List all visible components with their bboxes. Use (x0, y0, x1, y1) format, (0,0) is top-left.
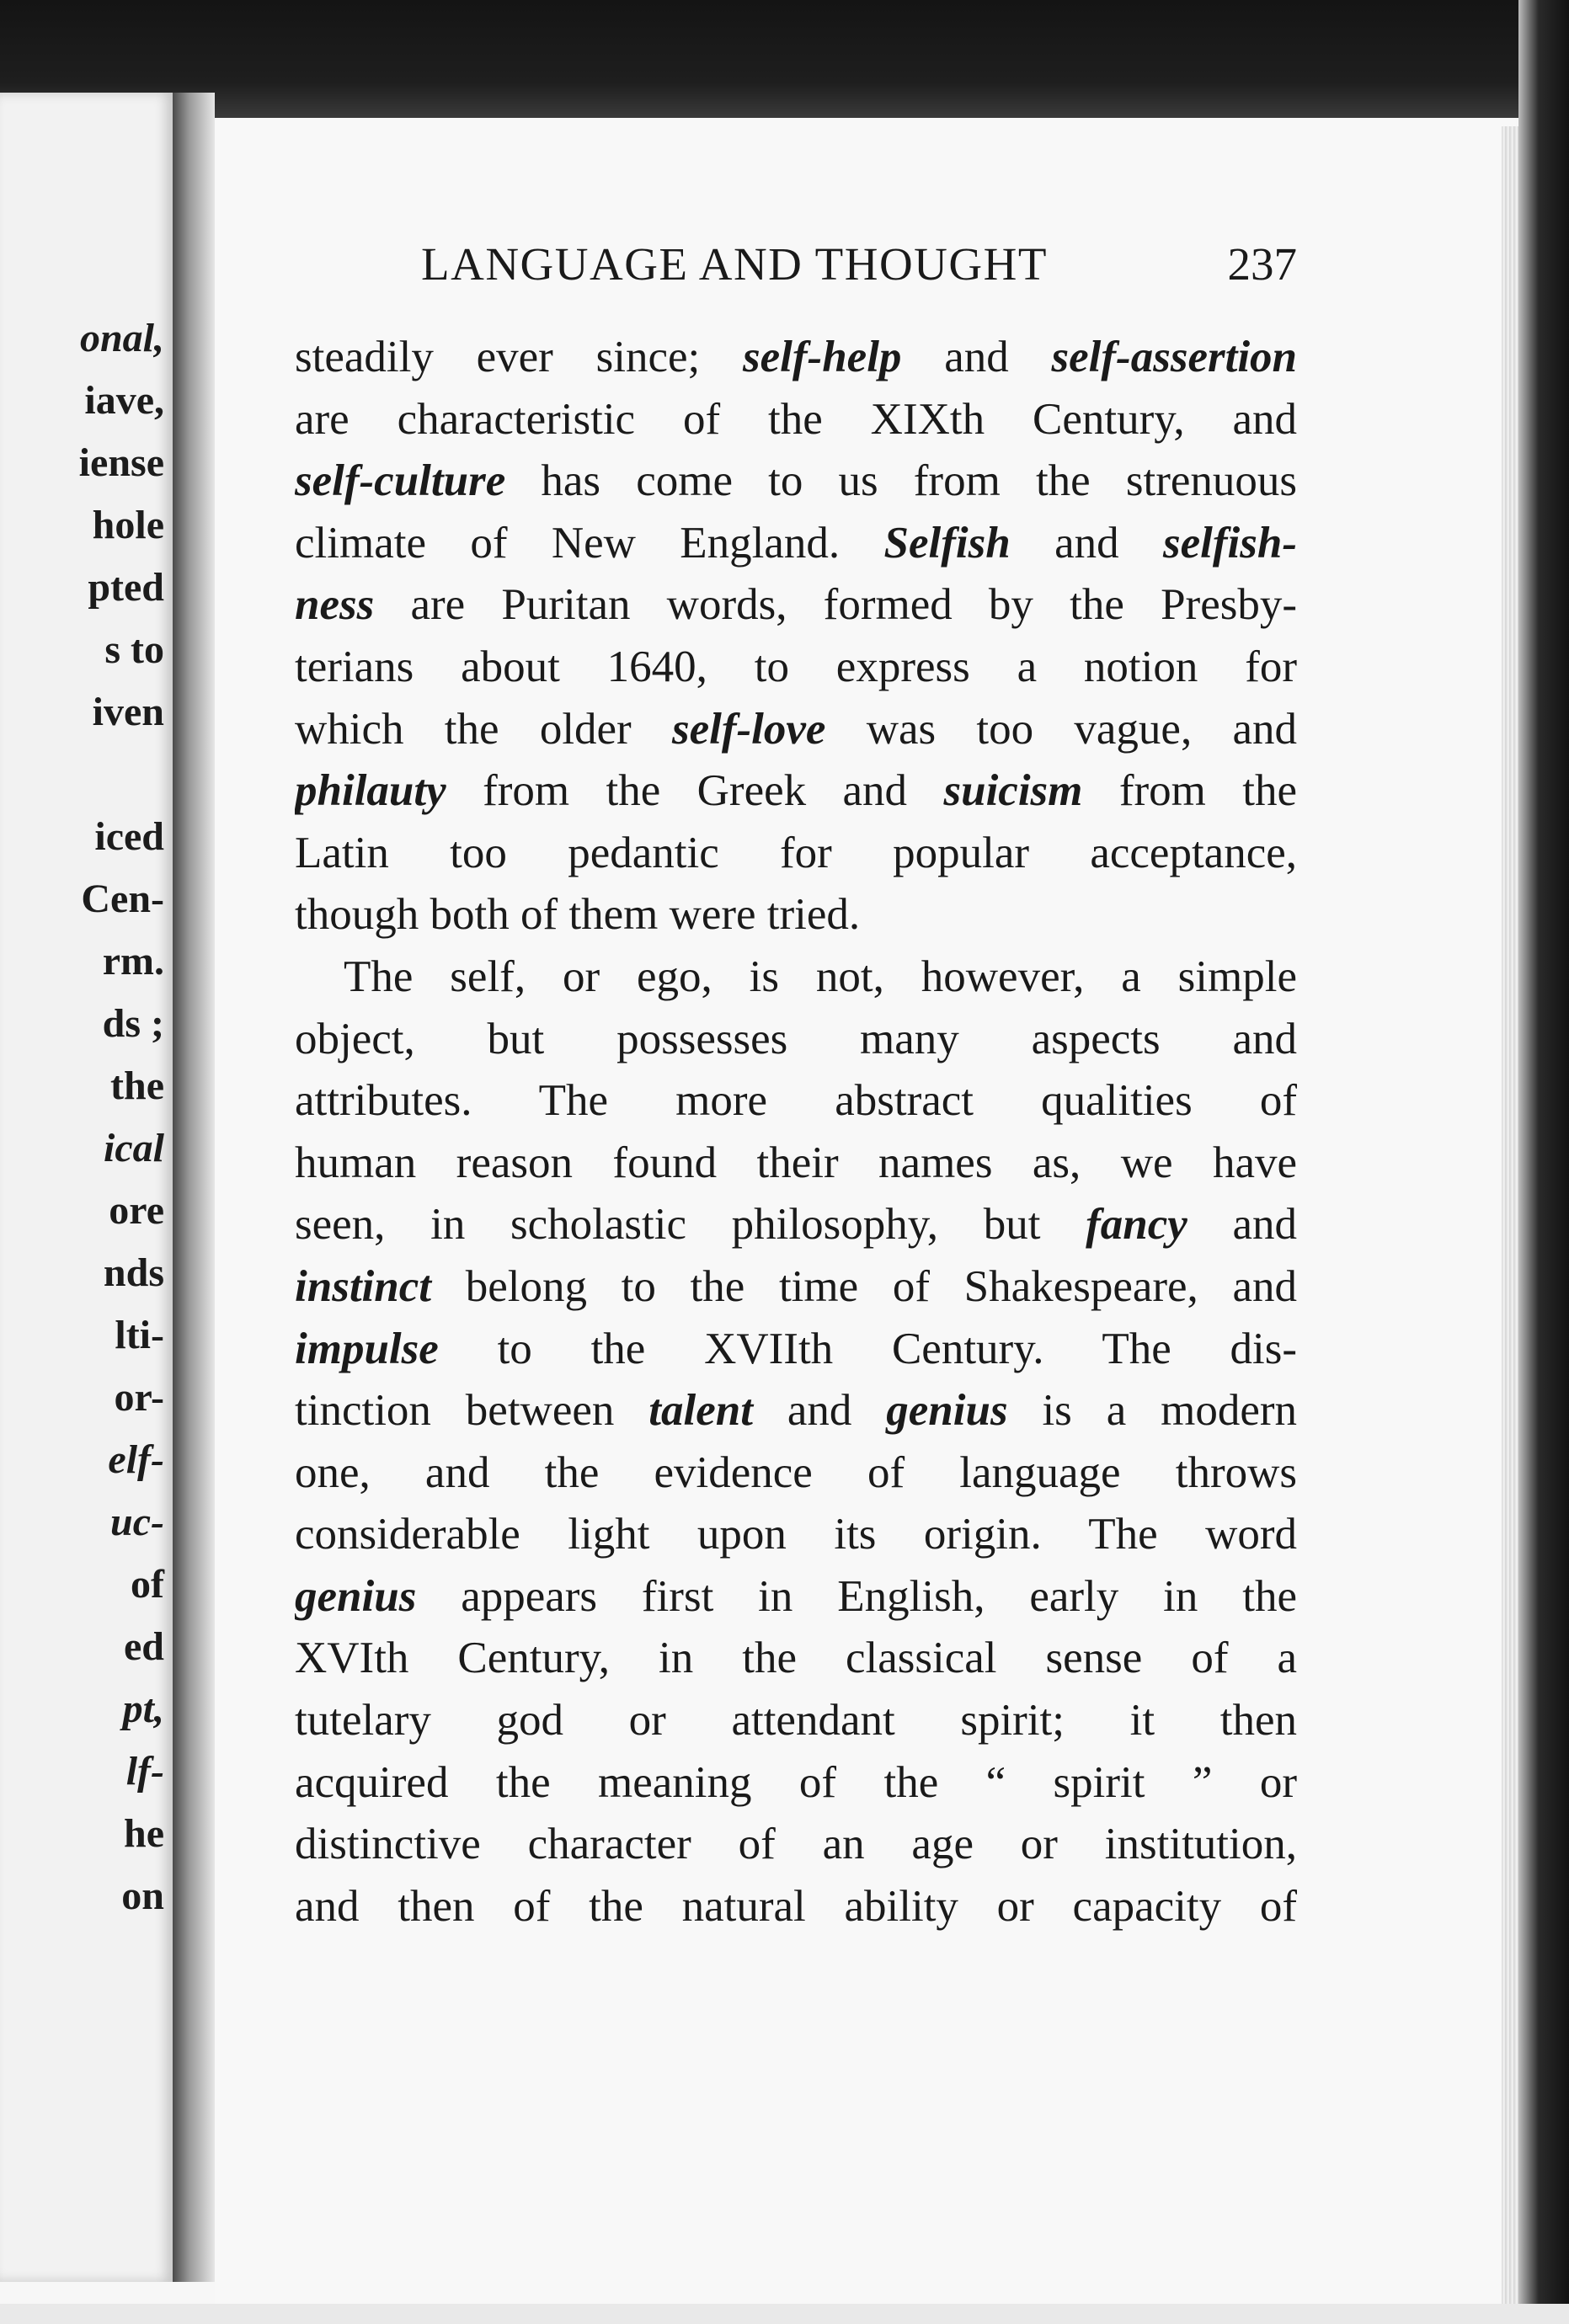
italic-term: genius (295, 1571, 417, 1621)
facing-page-fragment: pt, (122, 1687, 164, 1731)
text-run: was too vague, and (825, 704, 1297, 754)
book-gutter (173, 93, 215, 2282)
text-line: Latin too pedantic for popular acceptance, (295, 828, 1297, 877)
running-title: LANGUAGE AND THOUGHT (421, 238, 1048, 290)
scan-bottom-border (0, 2304, 1569, 2324)
text-run: appears first in English, early in the (416, 1571, 1297, 1621)
facing-page-fragment: ore (109, 1188, 164, 1233)
page-number: 237 (1227, 238, 1297, 290)
scan-right-border (1518, 0, 1569, 2324)
text-line: tutelary god or attendant spirit; it then (295, 1696, 1297, 1746)
running-head (421, 238, 1297, 290)
facing-page-fragment: iced (94, 814, 164, 859)
italic-term: fancy (1086, 1200, 1187, 1250)
facing-page-fragment: of (131, 1562, 164, 1607)
italic-term: genius (886, 1386, 1008, 1436)
text-line: are characteristic of the XIXth Century, and (295, 394, 1297, 444)
facing-page-fragment: lti- (115, 1313, 164, 1357)
text-run: from the Greek and (446, 766, 944, 816)
facing-page-fragment: pted (88, 565, 164, 610)
italic-term: self-assertion (1051, 333, 1297, 381)
text-line (295, 1566, 1297, 1628)
facing-page (0, 93, 175, 2282)
text-run: are Puritan words, formed by the Presby- (374, 580, 1297, 630)
text-line (295, 574, 1297, 637)
text-run: which the older (295, 704, 672, 754)
text-line (295, 450, 1297, 513)
facing-page-fragment: iense (78, 440, 164, 485)
facing-page-fragment: or- (114, 1375, 164, 1420)
facing-page-fragment: Cen- (81, 877, 164, 921)
italic-term: instinct (295, 1261, 432, 1311)
text-line: object, but possesses many aspects and (295, 1014, 1297, 1063)
facing-page-fragment: nds (103, 1250, 164, 1295)
text-line (295, 699, 1297, 761)
facing-page-fragment: rm. (102, 939, 164, 983)
italic-term: Selfish (883, 518, 1011, 568)
facing-page-fragment: iave, (84, 378, 164, 423)
facing-page-fragment: s to (104, 627, 164, 672)
facing-page-fragment: he (124, 1811, 164, 1856)
text-line (295, 760, 1297, 823)
text-run: and (1187, 1200, 1297, 1250)
text-line (295, 1380, 1297, 1442)
facing-page-fragment: on (121, 1874, 164, 1918)
text-run: belong to the time of Shakespeare, and (431, 1261, 1297, 1311)
text-line: human reason found their names as, we have (295, 1138, 1297, 1187)
italic-term: self-help (743, 333, 902, 381)
italic-term: suicism (943, 766, 1083, 816)
facing-page-fragment: hole (92, 503, 164, 547)
facing-page-fragment: uc- (110, 1500, 164, 1544)
facing-page-fragment: the (110, 1063, 164, 1108)
page-edge (1502, 126, 1518, 2307)
italic-term: impulse (295, 1324, 439, 1373)
facing-page-fragment: elf- (108, 1437, 164, 1482)
text-line (295, 327, 1297, 389)
text-line (295, 1319, 1297, 1381)
body-text (295, 327, 1297, 1938)
text-run: from the (1082, 766, 1297, 816)
text-line (295, 1194, 1297, 1256)
text-line (295, 1256, 1297, 1319)
facing-page-fragment: iven (92, 690, 164, 734)
facing-page-fragment: ed (124, 1624, 164, 1669)
italic-term: talent (648, 1386, 753, 1436)
italic-term: selfish- (1163, 518, 1297, 568)
text-run: and (901, 333, 1052, 381)
text-line: considerable light upon its origin. The word (295, 1510, 1297, 1559)
italic-term: philauty (295, 766, 446, 816)
text-line: terians about 1640, to express a notion for (295, 642, 1297, 691)
italic-term: ness (295, 580, 375, 630)
text-run: is a modern (1007, 1386, 1297, 1436)
text-run: tinction between (295, 1386, 649, 1436)
text-run: steadily ever since; (295, 333, 744, 381)
text-run: seen, in scholastic philosophy, but (295, 1200, 1086, 1250)
text-line: XVIth Century, in the classical sense of a (295, 1634, 1297, 1683)
text-line: one, and the evidence of language throws (295, 1447, 1297, 1497)
facing-page-fragment: lf- (125, 1749, 164, 1794)
facing-page-fragment: ical (104, 1126, 164, 1170)
italic-term: self-love (671, 704, 826, 754)
text-run: to the XVIIth Century. The dis- (438, 1324, 1297, 1373)
text-line: attributes. The more abstract qualities of (295, 1076, 1297, 1126)
facing-page-fragment: ds ; (102, 1001, 164, 1046)
scan-top-border (0, 0, 1569, 118)
text-line: though both of them were tried. (295, 890, 861, 940)
text-line: and then of the natural ability or capacity of (295, 1881, 1297, 1931)
text-run: and (1010, 518, 1163, 568)
text-line: The self, or ego, is not, however, a simple (344, 951, 1297, 1001)
facing-page-fragment: onal, (79, 316, 164, 360)
text-run: climate of New England. (295, 518, 884, 568)
italic-term: self-culture (295, 456, 506, 506)
text-line: distinctive character of an age or institution, (295, 1820, 1297, 1869)
text-run: has come to us from the strenuous (505, 456, 1297, 506)
text-run: and (752, 1386, 887, 1436)
text-line (295, 513, 1297, 575)
text-line: acquired the meaning of the “ spirit ” or (295, 1757, 1297, 1807)
